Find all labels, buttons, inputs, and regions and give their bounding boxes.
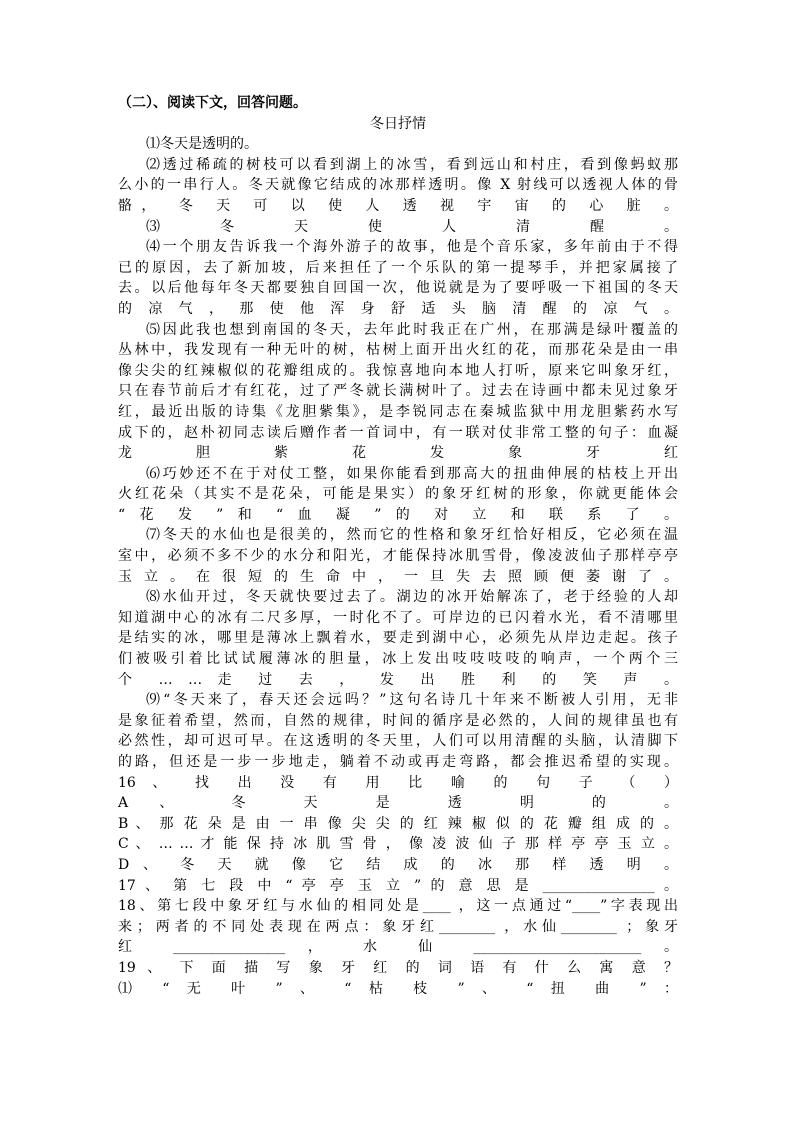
text-line: 的 凉 气 ， 那 使 他 浑 身 舒 适 头 脑 清 醒 的 凉 气 。 (118, 300, 678, 317)
text-line: 是结实的冰，哪里是薄冰上飘着水，要走到湖中心，必须先从岸边走起。孩子 (118, 630, 678, 647)
text-line: 个 … … 走 过 去 ， 发 出 胜 利 的 笑 声 。 (118, 671, 678, 688)
text-line: ⑼“冬天来了，春天还会远吗？”这句名诗几十年来不断被人引用，无非 (146, 692, 678, 709)
text-line: 玉 立 。 在 很 短 的 生 命 中 ， 一 旦 失 去 照 顾 便 萎 谢 了 。 (118, 568, 678, 585)
text-line: ⑸因此我也想到南国的冬天，去年此时我正在广州，在那满是绿叶覆盖的 (146, 321, 678, 338)
text-line: 红 ________________ ， 水 仙 ________________________ 。 (118, 939, 678, 956)
text-line: A 、 冬 天 是 透 明 的 。 (118, 795, 678, 812)
text-line: 像尖尖的红辣椒似的花瓣组成的。我惊喜地向本地人打听，原来它叫象牙红， (118, 362, 678, 379)
article-body (118, 134, 678, 999)
text-line: 是象征着希望，然而，自然的规律，时间的循序是必然的，人间的规律虽也有 (118, 712, 678, 729)
text-line: B 、 那 花 朵 是 由 一 串 像 尖 尖 的 红 辣 椒 似 的 花 瓣 组 成 的 。 (118, 815, 678, 832)
text-line: “ 花 发 ” 和 “ 血 凝 ” 的 对 立 和 联 系 了 。 (118, 506, 678, 523)
text-line: 知道湖中心的冰有二尺多厚，一时化不了。可岸边的已闪着水光，看不清哪里 (118, 609, 678, 626)
text-line: 来；两者的不同处表现在两点：象牙红________ ，水仙________ ；象牙 (118, 918, 678, 935)
section-heading: （二）、阅读下文，回答问题。 (118, 95, 307, 111)
text-line: ⑺冬天的水仙也是很美的，然而它的性格和象牙红恰好相反，它必须在温 (146, 527, 678, 544)
text-line: D 、 冬 天 就 像 它 结 成 的 冰 那 样 透 明 。 (118, 856, 678, 873)
text-line: 丛林中，我发现有一种无叶的树，枯树上面开出火红的花，而那花朵是由一串 (118, 342, 678, 359)
document-page (118, 93, 678, 999)
text-line: 么小的一串行人。冬天就像它结成的冰那样透明。像 X 射线可以透视人体的骨 (118, 177, 678, 194)
text-line: ⑷一个朋友告诉我一个海外游子的故事，他是个音乐家，多年前由于不得 (146, 239, 678, 256)
text-line: 17 、 第 七 段 中 “ 亭 亭 玉 立 ” 的 意 思 是 ________________ 。 (118, 877, 678, 894)
text-line: 骼， 冬 天 可 以 使 人 透 视 宇 宙 的 心 脏 。 (118, 197, 678, 214)
article-title: 冬日抒情 (370, 115, 426, 132)
text-line: ⑵透过稀疏的树枝可以看到湖上的冰雪，看到远山和村庄，看到像蚂蚁那 (146, 156, 678, 173)
text-line: 龙 胆 紫 花 发 象 牙 红 (118, 445, 678, 462)
text-line: 16 、 找 出 没 有 用 比 喻 的 句 子 （ ） (118, 774, 678, 791)
text-line: 成下的，赵朴初同志读后赠作者一首词中，有一联对仗非常工整的句子：血凝 (118, 424, 678, 441)
text-line: 红，最近出版的诗集《龙胆紫集》，是李锐同志在秦城监狱中用龙胆紫药水写 (118, 403, 678, 420)
text-line: 必然性，却可迟可早。在这透明的冬天里，人们可以用清醒的头脑，认清脚下 (118, 733, 678, 750)
text-line: 室中，必须不多不少的水分和阳光，才能保持冰肌雪骨，像凌波仙子那样亭亭 (118, 548, 678, 565)
text-line: 的路，但还是一步一步地走，躺着不动或再走弯路，都会推迟希望的实现。 (118, 754, 678, 770)
text-line: C 、 … … 才 能 保 持 冰 肌 雪 骨 ， 像 凌 波 仙 子 那 样 亭 亭 玉 立 。 (118, 836, 678, 853)
text-line: ⑻水仙开过，冬天就快要过去了。湖边的冰开始解冻了，老于经验的人却 (146, 589, 678, 606)
text-line: 19 、 下 面 描 写 象 牙 红 的 词 语 有 什 么 寓 意 ？ (118, 959, 678, 976)
text-line: 们被吸引着比试试履薄冰的胆量，冰上发出吱吱吱吱的响声，一个两个三 (118, 651, 678, 668)
text-line: ⑹巧妙还不在于对仗工整，如果你能看到那高大的扭曲伸展的枯枝上开出 (146, 465, 678, 482)
text-line: ⑶ 冬 天 使 人 清 醒 。 (146, 218, 678, 235)
text-line: 去。以后他每年冬天都要独自回国一次，他说就是为了要呼吸一下祖国的冬天 (118, 280, 678, 297)
text-line: ⑴冬天是透明的。 (146, 136, 258, 153)
text-line: 已的原因，去了新加坡，后来担任了一个乐队的第一提琴手，并把家属接了 (118, 259, 678, 276)
text-line: ⑴ “ 无 叶 ” 、 “ 枯 枝 ” 、 “ 扭 曲 ” ： (118, 980, 678, 997)
text-line: 火红花朵（其实不是花朵，可能是果实）的象牙红树的形象，你就更能体会 (118, 486, 678, 503)
text-line: 18、第七段中象牙红与水仙的相同处是____ ，这一点通过“____”字表现出 (118, 898, 678, 915)
text-line: 只在春节前后才有红花，过了严冬就长满树叶了。过去在诗画中都未见过象牙 (118, 383, 678, 400)
